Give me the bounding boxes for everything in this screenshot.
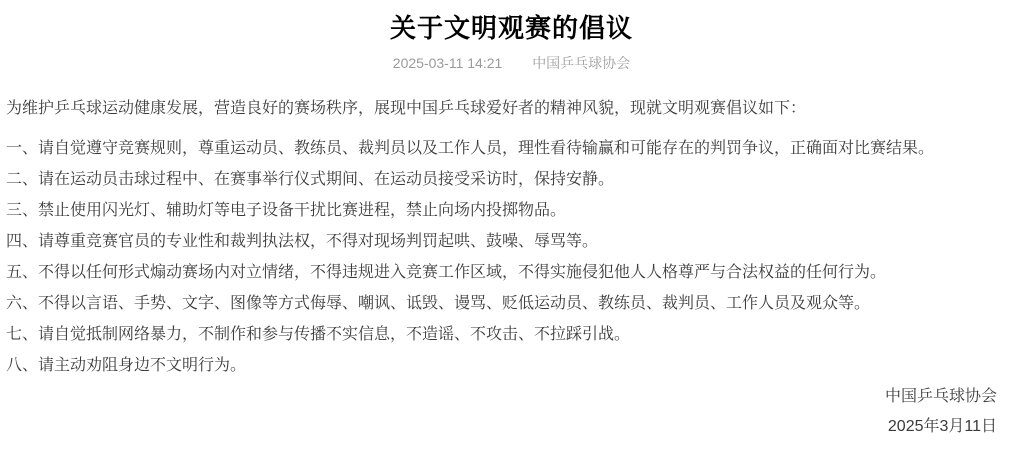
list-item-6: 六、不得以言语、手势、文字、图像等方式侮辱、嘲讽、诋毁、谩骂、贬低运动员、教练员、裁判员、工作人员及观众等。	[6, 295, 871, 312]
signature-org: 中国乒乓球协会	[884, 388, 997, 405]
list-item-7: 七、请自觉抵制网络暴力，不制作和参与传播不实信息，不造谣、不攻击、不拉踩引战。	[6, 326, 631, 343]
meta-line	[0, 56, 1023, 71]
publish-datetime: 2025-03-11 14:21	[392, 55, 503, 71]
article-body	[0, 71, 1023, 436]
page-title: 关于文明观赛的倡议	[389, 13, 633, 43]
list-item-5: 五、不得以任何形式煽动赛场内对立情绪，不得违规进入竞赛工作区域，不得实施侵犯他人人格尊严与合法权益的任何行为。	[6, 264, 887, 281]
list-item-2: 二、请在运动员击球过程中、在赛事举行仪式期间、在运动员接受采访时，保持安静。	[6, 171, 615, 188]
list-item-4: 四、请尊重竞赛官员的专业性和裁判执法权，不得对现场判罚起哄、鼓噪、辱骂等。	[6, 233, 599, 250]
list-item-8: 八、请主动劝阻身边不文明行为。	[6, 357, 247, 374]
signature-block	[6, 387, 1015, 436]
publish-source: 中国乒乓球协会	[532, 55, 631, 71]
signature-date: 2025年3月11日	[887, 418, 997, 435]
intro-paragraph: 为维护乒乓球运动健康发展，营造良好的赛场秩序，展现中国乒乓球爱好者的精神风貌，现就文明观赛倡议如下：	[6, 100, 807, 117]
list-item-3: 三、禁止使用闪光灯、辅助灯等电子设备干扰比赛进程，禁止向场内投掷物品。	[6, 202, 567, 219]
list-item-1: 一、请自觉遵守竞赛规则，尊重运动员、教练员、裁判员以及工作人员，理性看待输赢和可能存在的判罚争议，正确面对比赛结果。	[6, 140, 935, 157]
